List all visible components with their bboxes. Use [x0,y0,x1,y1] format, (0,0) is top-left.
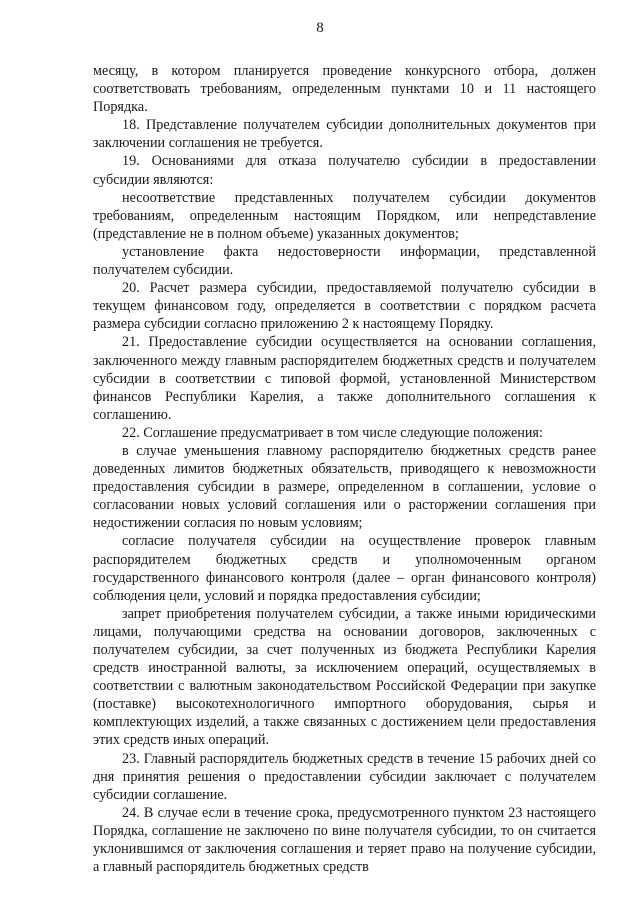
paragraph-19-item-1: несоответствие представленных получателем субсидии документов требованиям, определенным настоящим Порядком, или непредставление (представление не в полном объеме) указанных документов; [93,189,596,242]
paragraph-17-continuation: месяцу, в котором планируется проведение конкурсного отбора, должен соответствовать требованиям, определенным пунктами 10 и 11 настоящего Порядка. [93,63,596,116]
paragraph-18: 18. Представление получателем субсидии дополнительных документов при заключении соглашения не требуется. [93,117,596,152]
paragraph-20: 20. Расчет размера субсидии, предоставляемой получателю субсидии в текущем финансовом году, определяется в соответствии с порядком расчета размера субсидии согласно приложению 2 к настоящему Порядку. [93,280,596,333]
paragraph-22-item-2: согласие получателя субсидии на осуществление проверок главным распорядителем бюджетных средств и уполномоченным органом государственного финансового контроля (далее – орган финансового контроля) соблюдения цели, условий и порядка предоставления субсидии; [93,533,596,604]
paragraph-19-item-2: установление факта недостоверности информации, представленной получателем субсидии. [93,243,596,279]
paragraph-23: 23. Главный распорядитель бюджетных средств в течение 15 рабочих дней со дня принятия решения о предоставлении субсидии заключает с получателем субсидии соглашение. [93,750,596,803]
paragraph-22-item-1: в случае уменьшения главному распорядителю бюджетных средств ранее доведенных лимитов бюджетных обязательств, приводящего к невозможности предоставления субсидии в размере, определенном в соглашении, условие о согласовании новых условий соглашения или о расторжении соглашения при недостижении согласия по новым условиям; [93,442,596,532]
paragraph-22: 22. Соглашение предусматривает в том числе следующие положения: [122,424,543,441]
paragraph-22-item-3: запрет приобретения получателем субсидии, а также иными юридическими лицами, получающими средства на основании договоров, заключенных с получателем субсидии, за счет полученных из бюджета Республики Карелия средств иностранной валюты, за исключением операций, осуществляемых в соответствии с валютным законодательством Российской Федерации при закупке (поставке) высокотехнологичного импортного оборудования, сырья и комплектующих изделий, а также связанных с достижением цели предоставления этих средств иных операций. [93,605,596,749]
paragraph-19: 19. Основаниями для отказа получателю субсидии в предоставлении субсидии являются: [93,153,596,188]
paragraph-21: 21. Предоставление субсидии осуществляется на основании соглашения, заключенного между главным распорядителем бюджетных средств и получателем субсидии в соответствии с типовой формой, установленной Министерством финансов Республики Карелия, а также дополнительного соглашения к соглашению. [93,334,596,423]
page-number: 8 [316,20,324,36]
document-body [93,62,596,876]
paragraph-24: 24. В случае если в течение срока, предусмотренного пунктом 23 настоящего Порядка, соглашение не заключено по вине получателя субсидии, то он считается уклонившимся от заключения соглашения и теряет право на получение субсидии, а главный распорядитель бюджетных средств [93,804,596,876]
